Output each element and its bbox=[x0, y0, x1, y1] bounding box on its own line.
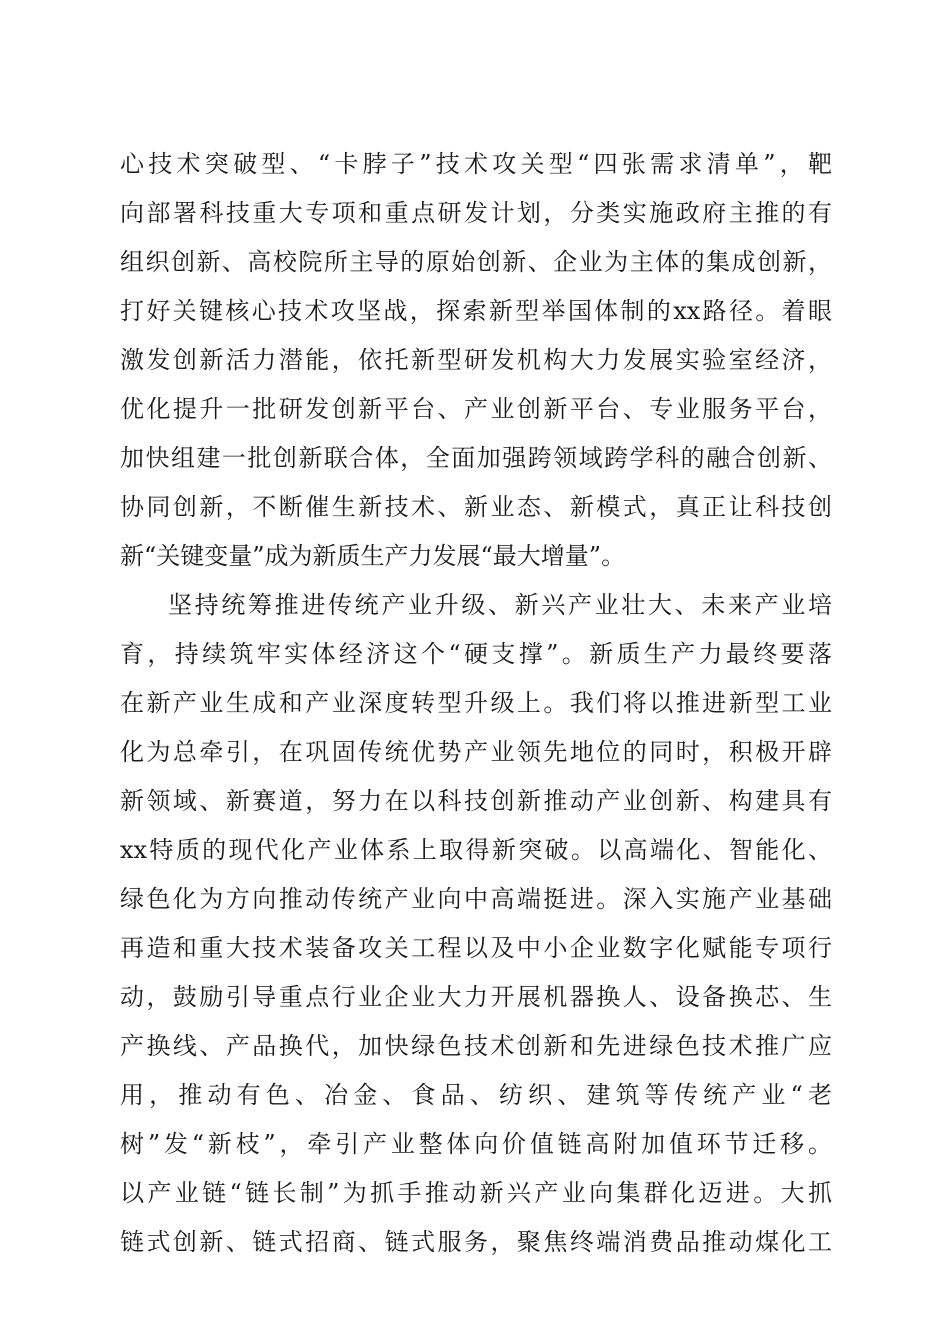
body-text bbox=[120, 140, 832, 1267]
text-line: 向部署科技重大专项和重点研发计划，分类实施政府主推的有 bbox=[120, 199, 832, 227]
text-line: 坚持统筹推进传统产业升级、新兴产业壮大、未来产业培 bbox=[168, 591, 832, 619]
text-line: 心技术突破型、“卡脖子”技术攻关型“四张需求清单”，靶 bbox=[120, 150, 832, 178]
text-line: 育，持续筑牢实体经济这个“硬支撑”。新质生产力最终要落 bbox=[120, 640, 832, 668]
text-line: 树”发“新枝”，牵引产业整体向价值链高附加值环节迁移。 bbox=[120, 1130, 832, 1158]
text-line: 新“关键变量”成为新质生产力发展“最大增量”。 bbox=[120, 542, 626, 570]
text-line: 绿色化为方向推动传统产业向中高端挺进。深入实施产业基础 bbox=[120, 885, 832, 913]
text-line: 以产业链“链长制”为抓手推动新兴产业向集群化迈进。大抓 bbox=[120, 1179, 832, 1207]
text-line: 化为总牵引，在巩固传统优势产业领先地位的同时，积极开辟 bbox=[120, 738, 832, 766]
text-line: xx特质的现代化产业体系上取得新突破。以高端化、智能化、 bbox=[120, 836, 832, 864]
text-line: 再造和重大技术装备攻关工程以及中小企业数字化赋能专项行 bbox=[120, 934, 832, 962]
text-line: 优化提升一批研发创新平台、产业创新平台、专业服务平台， bbox=[120, 395, 832, 423]
text-line: 链式创新、链式招商、链式服务，聚焦终端消费品推动煤化工 bbox=[120, 1228, 832, 1256]
text-line: 动，鼓励引导重点行业企业大力开展机器换人、设备换芯、生 bbox=[120, 983, 832, 1011]
text-line: 用，推动有色、冶金、食品、纺织、建筑等传统产业“老 bbox=[120, 1081, 832, 1109]
text-line: 组织创新、高校院所主导的原始创新、企业为主体的集成创新， bbox=[120, 248, 832, 276]
text-line: 打好关键核心技术攻坚战，探索新型举国体制的xx路径。着眼 bbox=[120, 297, 832, 325]
text-line: 激发创新活力潜能，依托新型研发机构大力发展实验室经济， bbox=[120, 346, 832, 374]
text-line: 在新产业生成和产业深度转型升级上。我们将以推进新型工业 bbox=[120, 689, 832, 717]
text-line: 新领域、新赛道，努力在以科技创新推动产业创新、构建具有 bbox=[120, 787, 832, 815]
text-line: 产换线、产品换代，加快绿色技术创新和先进绿色技术推广应 bbox=[120, 1032, 832, 1060]
text-line: 加快组建一批创新联合体，全面加强跨领域跨学科的融合创新、 bbox=[120, 444, 832, 472]
text-line: 协同创新，不断催生新技术、新业态、新模式，真正让科技创 bbox=[120, 493, 832, 521]
